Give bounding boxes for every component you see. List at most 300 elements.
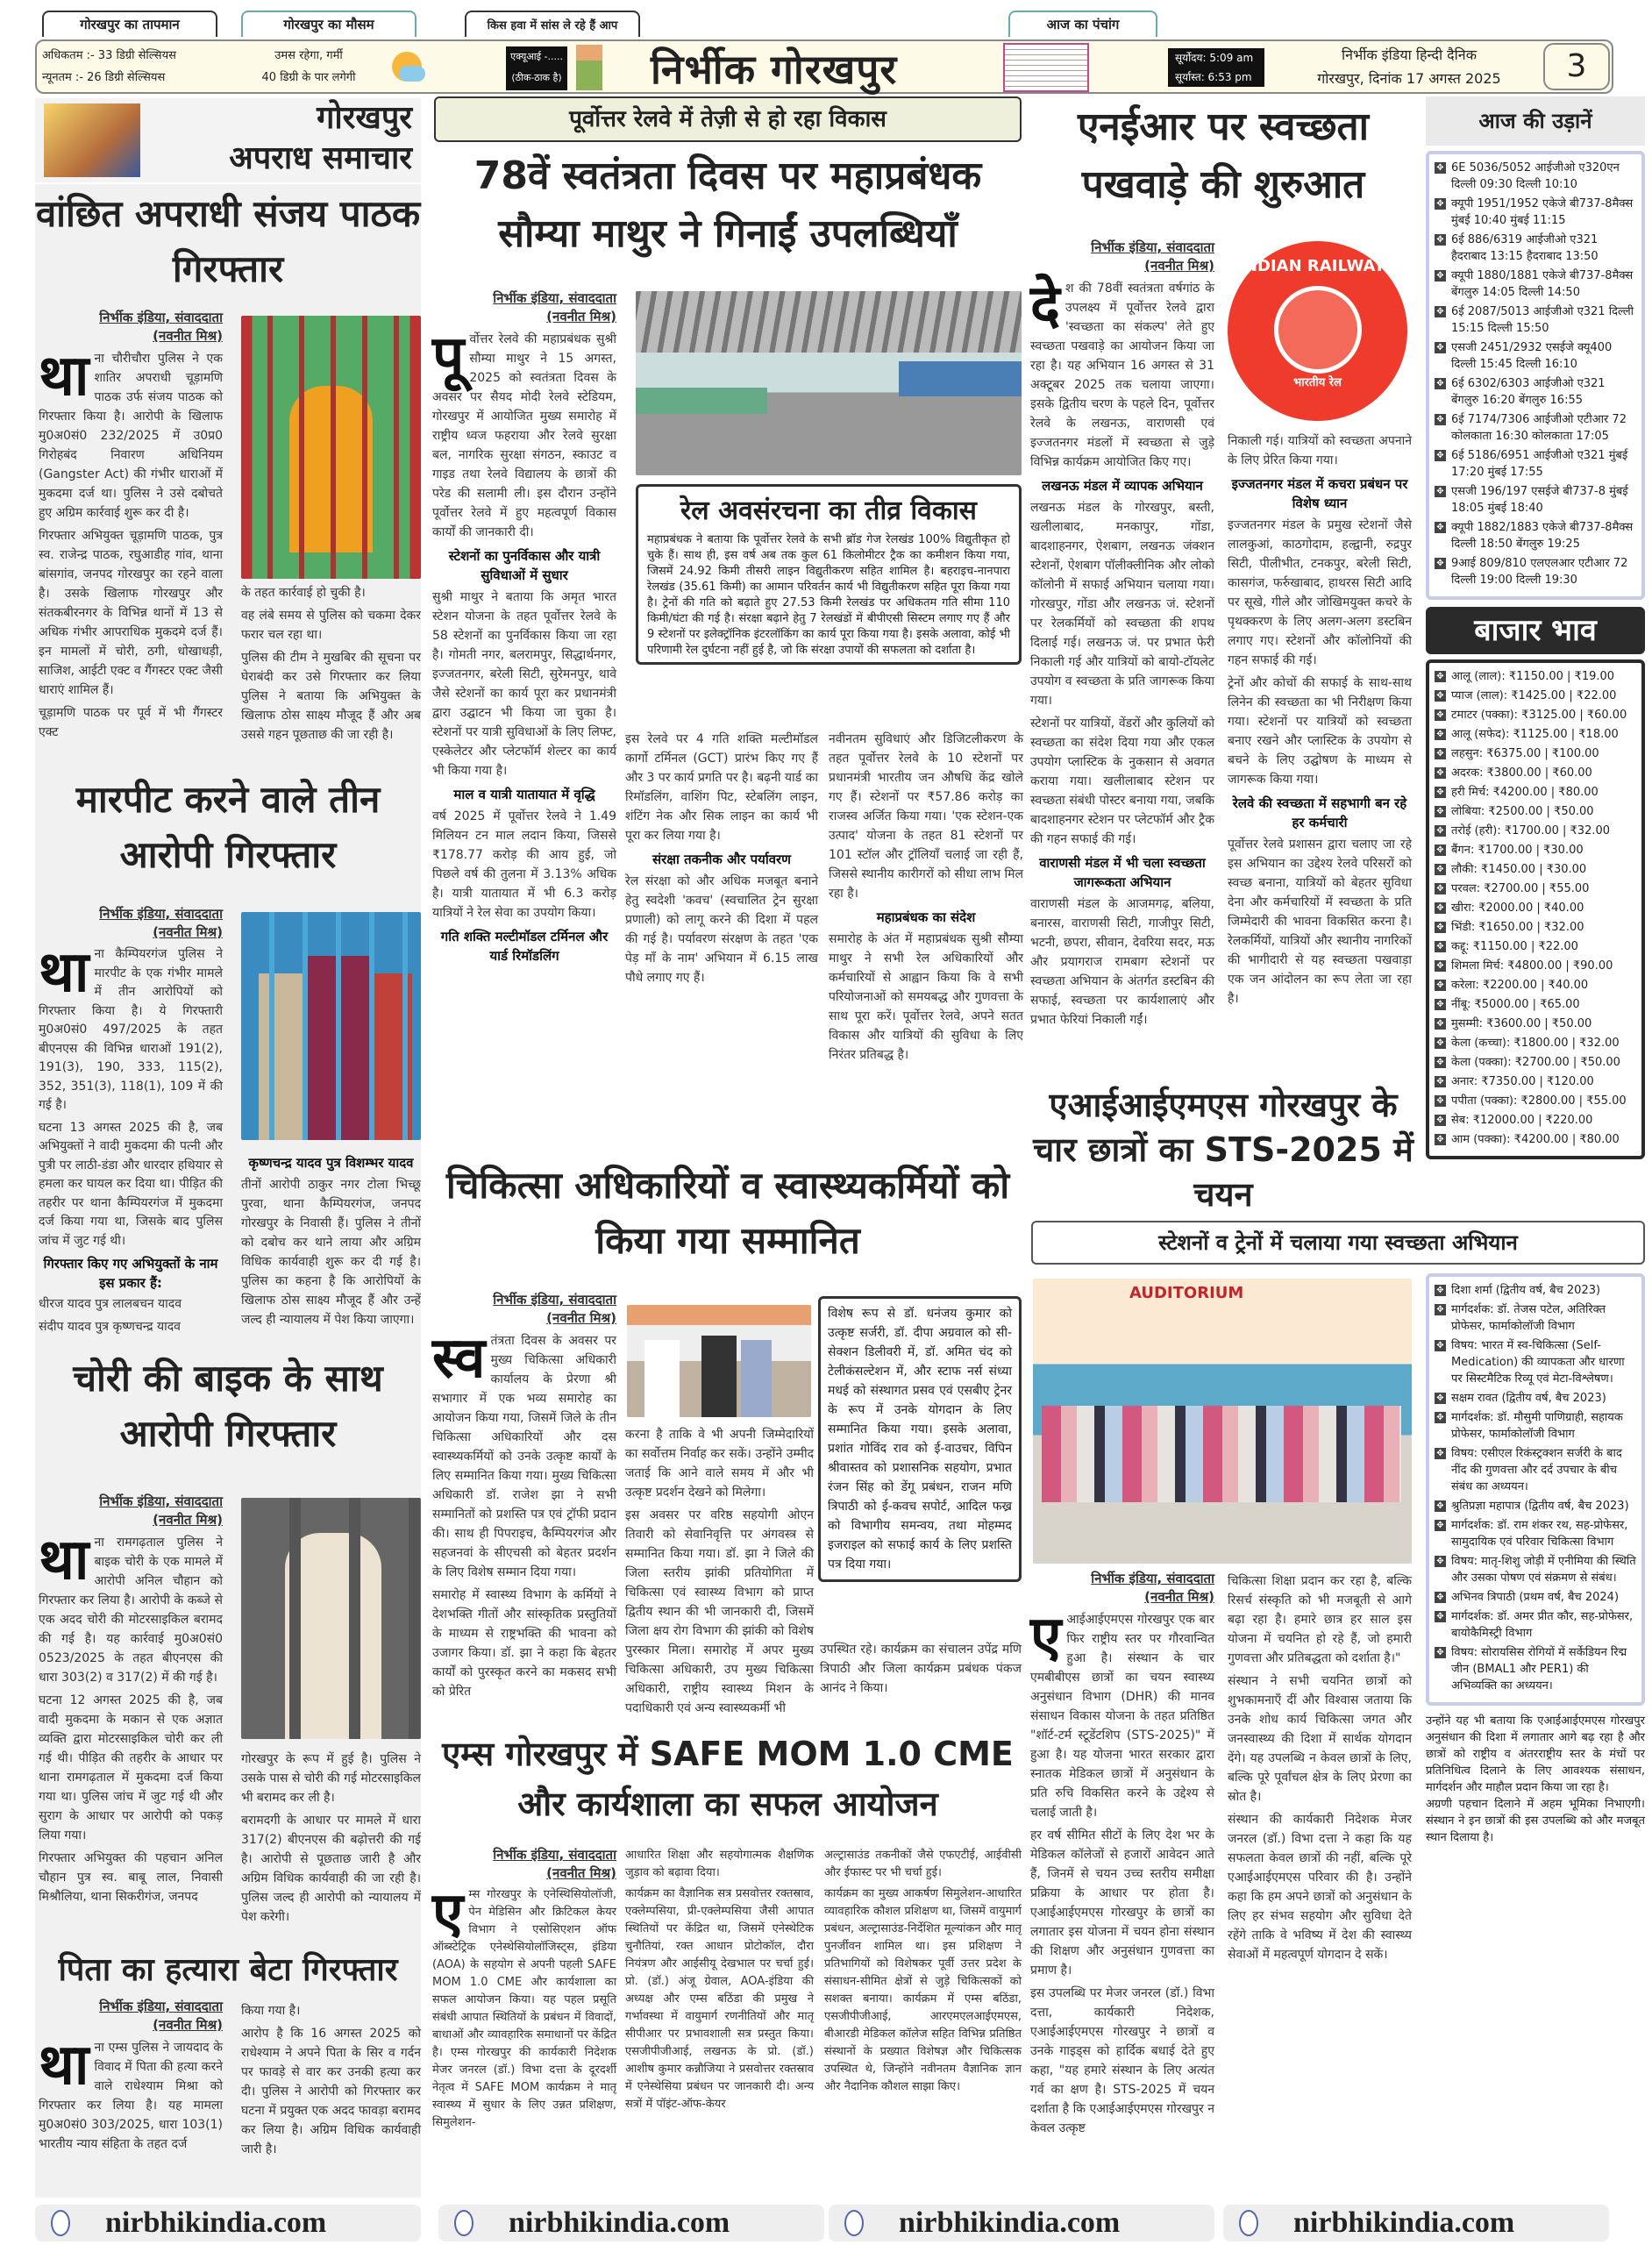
list-item	[1435, 1131, 1636, 1148]
article-column	[1228, 1572, 1412, 1968]
list-item	[1435, 232, 1636, 265]
byline: निर्भीक इंडिया, संवाददाता	[493, 1292, 616, 1308]
list-item	[1435, 996, 1636, 1013]
bullet-icon: ✥	[1435, 1611, 1446, 1622]
paragraph: नवीनतम सुविधाएं और डिजिटलीकरण के तहत पूर्वोत्तर रेलवे के 10 स्टेशनों पर प्रधानमंत्री भारतीय जन औषधि केंद्र खोले गए हैं। स्टेशनों पर ₹57.86 करोड़ का राजस्व अर्जित किया गया। 'एक स्टेशन-एक उत्पाद' योजना के तहत 81 स्टेशनों पर 101 स्टॉल और ट्रॉलियाँ चलाई जा रही हैं, जिससे स्थानीय कारीगरों को सीधा लाभ मिल रहा है।	[829, 732, 1024, 901]
footer-website[interactable]	[829, 2205, 1214, 2241]
paragraph: गिरफ्तार अभियुक्त की पहचान अनिल चौहान पुत्र स्व. बाबू लाल, निवासी मिश्रौलिया, थाना सिकरीगंज, जनपद	[39, 1851, 223, 1904]
list-item-text: केला (पक्का): ₹2700.00 | ₹50.00	[1451, 1056, 1620, 1069]
weather-label: गोरखपुर का मौसम	[241, 11, 417, 37]
list-item-text: विषय: मातृ-शिशु जोड़ी में एनीमिया की स्थिति और उसका पोषण एवं संक्रमण से संबंध।	[1451, 1555, 1636, 1585]
list-item-text: क्यूपी 1882/1883 एकेजे बी737-8मैक्स दिल्ली 18:50 बेंगलुरु 19:25	[1451, 521, 1634, 551]
paragraph: पूर्वोत्तर रेलवे प्रशासन द्वारा चलाए जा रहे इस अभियान का उद्देश्य रेलवे परिसरों को स्वच्छ बनाना, यात्रियों को बेहतर सुविधा देना और कर्मचारियों में स्वच्छता के प्रति जिम्मेदारी की भावना विकसित करना है। रेलकर्मियों, यात्रियों और स्थानीय नागरिकों की भागीदारी से यह स्वच्छता पखवाड़ा एक जन आंदोलन का रूप लेता जा रहा है।	[1228, 837, 1412, 1006]
dropcap: पू	[432, 324, 465, 389]
bullet-icon: ✥	[1435, 1018, 1446, 1030]
list-item-text: पपीता (पक्का): ₹2800.00 | ₹55.00	[1451, 1094, 1627, 1108]
masthead-title: निर्भीक गोरखपुर	[651, 46, 898, 93]
bullet-icon: ✥	[1435, 1134, 1446, 1145]
list-item	[1435, 1553, 1636, 1586]
bullet-icon: ✥	[1435, 1304, 1446, 1315]
list-item	[1435, 1409, 1636, 1443]
paragraph: अल्ट्रासाउंड तकनीकों जैसे एफएटीई, आईवीसी और ईफास्ट पर भी चर्चा हुई।	[824, 1849, 1022, 1879]
article-column	[824, 1847, 1022, 2099]
bullet-icon: ✥	[1435, 1076, 1446, 1087]
list-item-text: सक्षम रावत (द्वितीय वर्ष, बैच 2023)	[1451, 1392, 1606, 1405]
list-item	[1435, 1644, 1636, 1694]
byline-author: (नवनीत मिश्र)	[1144, 1589, 1214, 1605]
section-title-line: अपराध समाचार	[229, 140, 412, 176]
byline: निर्भीक इंडिया, संवाददाता	[99, 310, 223, 325]
byline-author: (नवनीत मिश्र)	[546, 309, 616, 324]
list-item-text: परवल: ₹2700.00 | ₹55.00	[1451, 882, 1590, 895]
list-item-text: विषय: एसीएल रिकंस्ट्रक्शन सर्जरी के बाद नींद की गुणवत्ता और दर्द उपचार के बीच संबंध का अध्ययन।	[1451, 1447, 1622, 1493]
press-logo-icon	[844, 2210, 864, 2236]
list-item-text: 6ई 886/6319 आईजीओ ए321 हैदराबाद 13:15 हैदराबाद 13:50	[1451, 233, 1599, 263]
article-column	[625, 1847, 814, 2117]
article-column	[1030, 1570, 1214, 2142]
list-item	[1435, 339, 1636, 373]
list-item	[1435, 823, 1636, 839]
bullet-icon: ✥	[1435, 1037, 1446, 1049]
paragraph: ट्रेनों और कोचों की सफाई के साथ-साथ लिनेन की स्वच्छता का भी निरीक्षण किया गया। स्टेशनों पर यात्रियों को स्वच्छता बनाए रखने और प्लास्टिक के उपयोग से बचने के लिए उद्घोषण के माध्यम से जागरूक किया गया।	[1228, 676, 1412, 787]
byline-author: (नवनीत मिश्र)	[153, 1512, 223, 1528]
headline: पिता का हत्यारा बेटा गिरफ्तार	[58, 1952, 398, 1988]
market-rates-list	[1426, 659, 1645, 1159]
bullet-icon: ✥	[1435, 486, 1446, 497]
list-item-text: आम (पक्का): ₹4200.00 | ₹80.00	[1451, 1133, 1620, 1146]
subheading: लखनऊ मंडल में व्यापक अभियान	[1042, 478, 1203, 494]
paragraph: निकाली गई। यात्रियों को स्वच्छता अपनाने के लिए प्रेरित किया गया।	[1228, 434, 1412, 467]
list-item	[1435, 411, 1636, 445]
list-item-text: आलू (लाल): ₹1150.00 | ₹19.00	[1451, 670, 1615, 683]
accused-photo	[241, 912, 421, 1140]
list-item	[1435, 1073, 1636, 1090]
railway-platform-photo	[636, 291, 1022, 475]
bullet-icon: ✥	[1435, 198, 1446, 210]
list-item	[1435, 977, 1636, 994]
list-item-text: अभिनव त्रिपाठी (प्रथम वर्ष, बैच 2024)	[1451, 1591, 1620, 1604]
list-item	[1435, 880, 1636, 897]
list-item	[1435, 1390, 1636, 1407]
paragraph: वाराणसी मंडल के आजमगढ़, बलिया, बनारस, वाराणसी सिटी, गाजीपुर सिटी, भटनी, छपरा, सीवान, देवरिया सदर, मऊ और प्रयागराज रामबाग स्टेशनों पर स्वच्छता अभियान के अंतर्गत डस्टबिन की सफाई, स्वच्छता पर कार्यशालाएं और प्रभात फेरियां निकाली गईं।	[1030, 897, 1214, 1027]
aqi-status: (ठीक-ठाक है)	[511, 72, 562, 83]
list-item-text: मुसम्मी: ₹3600.00 | ₹50.00	[1451, 1017, 1592, 1030]
subheading: गिरफ्तार किए गए अभियुक्तों के नाम इस प्रकार हैं:	[43, 1256, 218, 1291]
list-item-text: 6ई 2087/5013 आईजीओ ए321 दिल्ली 15:15 दिल्ली 15:50	[1451, 305, 1634, 335]
list-item-text: प्याज (लाल): ₹1425.00 | ₹22.00	[1451, 689, 1617, 702]
paragraph: के तहत कार्रवाई हो चुकी है।	[241, 586, 366, 600]
paragraph: ना रामगढ़ताल पुलिस ने बाइक चोरी के एक मामले में आरोपी अनिल चौहान को गिरफ्तार कर लिया है। आरोपी के कब्जे से एक अदद चोरी की मोटरसाइकिल बरामद की गई है। यह कार्रवाई मु0अ0सं0 0523/2025 के तहत बीएनएस की धारा 303(2) व 317(2) में की गई है।	[39, 1536, 223, 1685]
list-item-text: आलू (सफेद): ₹1125.00 | ₹18.00	[1451, 728, 1619, 741]
list-item	[1435, 726, 1636, 743]
headline: चिकित्सा अधिकारियों व स्वास्थ्यकर्मियों को किया गया सम्मानित	[445, 1164, 1010, 1262]
max-temp: अधिकतम :- 33 डिग्री सेल्सियस	[42, 49, 176, 62]
paragraph: समारोह में स्वास्थ्य विभाग के कर्मियों ने देशभक्ति गीतों और सांस्कृतिक प्रस्तुतियों के माध्यम से राष्ट्रभक्ति की भावना को उजागर किया। डॉ. झा ने कहा कि बेहतर कार्यों को पुरस्कृत करने का मकसद सभी को प्रेरित	[432, 1588, 616, 1699]
byline-author: (नवनीत मिश्र)	[153, 2017, 223, 2033]
byline: निर्भीक इंडिया, संवाददाता	[99, 906, 223, 922]
paragraph: अग्रणी पहचान दिलाने में अहम भूमिका निभाएगी। संस्थान ने इन छात्रों की इस उपलब्धि को और मजबूत स्थान दिलाया है।	[1426, 1798, 1645, 1844]
bullet-icon: ✥	[1435, 1520, 1446, 1531]
paragraph: चूड़ामणि पाठक पर पूर्व में भी गैंगस्टर एक्ट	[39, 706, 223, 739]
list-item-text: मार्गदर्शक: डॉ. मौसुमी पाणिग्राही, सहायक प्रोफेसर, फार्माकोलॉजी विभाग	[1451, 1411, 1623, 1441]
paragraph: संदीप यादव पुत्र कृष्णचन्द्र यादव	[39, 1319, 181, 1334]
list-item-text: क्यूपी 1880/1881 एकेजे बी737-8मैक्स बेंगलुरु 14:05 दिल्ली 14:50	[1451, 269, 1634, 299]
press-logo-icon	[1239, 2210, 1258, 2236]
air-quality-label: किस हवा में सांस ले रहे हैं आप	[465, 11, 640, 37]
rail-infra-box	[636, 484, 1022, 665]
paragraph: किया गया है।	[241, 2004, 301, 2018]
weather-line: 40 डिग्री के पार लगेगी	[261, 71, 356, 84]
subheading: रेलवे की स्वच्छता में सहभागी बन रहे हर कर्मचारी	[1232, 795, 1407, 830]
bullet-icon: ✥	[1435, 1647, 1446, 1658]
bullet-icon: ✥	[1435, 980, 1446, 991]
paragraph: कार्यक्रम का मुख्य आकर्षण सिमुलेशन-आधारित व्यावहारिक कौशल प्रशिक्षण था, जिसमें वायुमार्ग प्रबंधन, अल्ट्रासाउंड-निर्देशित मूल्यांकन और मातृ पुनर्जीवन शामिल था। इस प्रशिक्षण ने प्रतिभागियों को विशेषकर पूर्वी उत्तर प्रदेश के संसाधन-सीमित क्षेत्रों से जुड़े चिकित्सकों को सशक्त बनाया। कार्यक्रम में एम्स बठिंडा, एसजीपीजीआई, आरएमएलआईएमएस, बीआरडी मेडिकल कॉलेज सहित विभिन्न प्रतिष्ठित संस्थानों के प्रख्यात विशेषज्ञ और चिकित्सक उपस्थित थे, जिन्होंने नवीनतम वैज्ञानिक ज्ञान और नैदानिक कौशल साझा किए।	[824, 1887, 1022, 2093]
masthead-band	[35, 39, 1613, 94]
byline: निर्भीक इंडिया, संवाददाता	[99, 1999, 223, 2014]
list-item	[1435, 447, 1636, 481]
bullet-icon: ✥	[1435, 864, 1446, 875]
bullet-icon: ✥	[1435, 342, 1446, 353]
article-column	[625, 1425, 814, 1721]
paragraph: उपस्थित रहे। कार्यक्रम का संचालन उपेंद्र मणि त्रिपाठी और जिला कार्यक्रम प्रबंधक पंकज आनंद ने किया।	[820, 1643, 1022, 1695]
subheading: गति शक्ति मल्टीमॉडल टर्मिनल और यार्ड रिमॉडलिंग	[440, 929, 609, 964]
temperature-label: गोरखपुर का तापमान	[42, 11, 217, 37]
list-item-text: श्रुतिप्रज्ञा महापात्र (द्वितीय वर्ष, बैच 2023)	[1451, 1500, 1629, 1513]
accused-photo	[241, 316, 421, 579]
byline: निर्भीक इंडिया, संवाददाता	[493, 290, 616, 306]
list-item	[1435, 1035, 1636, 1051]
list-item	[1435, 668, 1636, 685]
list-item-text: टमाटर (पक्का): ₹3125.00 | ₹60.00	[1451, 709, 1627, 722]
bullet-icon: ✥	[1435, 1556, 1446, 1567]
list-item	[1435, 1301, 1636, 1335]
bullet-icon: ✥	[1435, 806, 1446, 817]
byline: निर्भीक इंडिया, संवाददाता	[493, 1847, 616, 1863]
article-column	[432, 1846, 616, 2135]
min-temp: न्यूनतम :- 26 डिग्री सेल्सियस	[42, 71, 166, 84]
bullet-icon: ✥	[1435, 960, 1446, 972]
list-item-text: कद्दू: ₹1150.00 | ₹22.00	[1451, 940, 1578, 953]
paragraph: उन्होंने यह भी बताया कि एआईआईएमएस गोरखपुर अनुसंधान की दिशा में लगातार आगे बढ़ रहा है और छात्रों को राष्ट्रीय व अंतरराष्ट्रीय स्तर के मंचों पर प्रतिनिधित्व दिलाने के लिए आवश्यक संसाधन, मार्गदर्शन और माहौल प्रदान किया जा रहा है।	[1426, 1714, 1645, 1794]
byline: निर्भीक इंडिया, संवाददाता	[1091, 1571, 1214, 1586]
list-item-text: 6E 5036/5052 आईजीओ ए320एन दिल्ली 09:30 दिल्ली 10:10	[1451, 161, 1620, 191]
bullet-icon: ✥	[1435, 306, 1446, 317]
dropcap: स्व	[432, 1326, 486, 1391]
dropcap: ए	[432, 1881, 464, 1946]
press-logo-icon	[454, 2210, 474, 2236]
headline: एनईआर पर स्वच्छता पखवाड़े की शुरुआत	[1077, 104, 1370, 207]
list-item-text: सेब: ₹12000.00 | ₹220.00	[1451, 1114, 1593, 1127]
subheading: माल व यात्री यातायात में वृद्धि	[453, 787, 595, 802]
flights-list	[1426, 151, 1645, 600]
list-item-text: दिशा शर्मा (द्वितीय वर्ष, बैच 2023)	[1451, 1284, 1601, 1297]
footer-website[interactable]	[35, 2205, 421, 2241]
article-column	[39, 1998, 223, 2157]
headline: वांछित अपराधी संजय पाठक गिरफ्तार	[35, 192, 421, 290]
sun-timings	[1168, 48, 1264, 87]
list-item-text: मार्गदर्शक: डॉ. अमर प्रीत कौर, सह-प्रोफेसर, बायोकैमिस्ट्री विभाग	[1451, 1610, 1634, 1640]
paragraph: कार्यक्रम का वैज्ञानिक सत्र प्रसवोत्तर रक्तस्राव, एक्लेम्पसिया, प्री-एक्लेम्पसिया जैसी आपात स्थितियों पर केंद्रित था, जिसमें एनेस्थेटिक चुनौतियां, रक्त आधान प्रोटोकॉल, दौरा नियंत्रण और आईसीयू देखभाल पर चर्चा हुई। प्रो. (डॉ.) अंजू ग्रेवाल, AOA-इंडिया की अध्यक्ष और एम्स बठिंडा की प्रमुख ने गर्भावस्था में वायुमार्ग रणनीतियों और मातृ सीपीआर पर प्रभावशाली सत्र प्रस्तुत किया। एसजीपीजीआई, लखनऊ के प्रो. (डॉ.) आशीष कुमार कन्नौजिया ने प्रसवोत्तर रक्तस्राव में एनेस्थेसिया प्रबंधन पर जानकारी दी। अन्य सत्रों में पॉइंट-ऑफ-केयर	[625, 1887, 814, 2111]
paragraph: ना एम्स पुलिस ने जायदाद के विवाद में पिता की हत्या करने वाले राधेश्याम मिश्रा को गिरफ्तार कर लिया है। यह मामला मु0अ0सं0 303/2025, धारा 103(1) भारतीय न्याय संहिता के तहत दर्ज	[39, 2041, 223, 2151]
bullet-icon: ✥	[1435, 450, 1446, 461]
paragraph: आईआईएमएस गोरखपुर एक बार फिर राष्ट्रीय स्तर पर गौरवान्वित हुआ है। संस्थान के चार एमबीबीएस छात्रों का चयन स्वास्थ्य अनुसंधान विभाग (DHR) की मानव संसाधन विकास योजना के तहत प्रतिष्ठित "शॉर्ट-टर्म स्टूडेंटशिप (STS-2025)" में हुआ है। यह योजना भारत सरकार द्वारा स्नातक मेडिकल छात्रों में अनुसंधान के प्रति रुचि विकसित करने के उद्देश्य से चलाई जाती है।	[1030, 1613, 1214, 1820]
paper-name: निर्भीक इंडिया हिन्दी दैनिक	[1342, 46, 1477, 63]
bullet-icon: ✥	[1435, 767, 1446, 779]
sunrise-time: सूर्योदय: 5:09 am	[1175, 52, 1254, 64]
byline-author: (नवनीत मिश्र)	[546, 1310, 616, 1326]
paragraph: लखनऊ मंडल के गोरखपुर, बस्ती, खलीलाबाद, मनकापुर, गोंडा, बादशाहनगर, ऐशबाग, लखनऊ जंक्शन स्टेशनों, ऐशबाग पॉलीक्लीनिक और लोको कॉलोनी में सफाई अभियान चलाया गया। गोरखपुर, गोंडा और लखनऊ जं. स्टेशनों पर रेलकर्मियों को स्वच्छता की शपथ दिलाई गई। लखनऊ जं. पर प्रभात फेरी निकाली गई और यात्रियों को बायो-टॉयलेट उपयोग व स्वच्छता के प्रति जागरूक किया गया।	[1030, 501, 1214, 708]
list-item	[1435, 938, 1636, 955]
website-url[interactable]: nirbhikindia.com	[105, 2206, 327, 2239]
far-right-top-stack	[1426, 96, 1645, 1166]
bullet-icon: ✥	[1435, 883, 1446, 894]
list-item-text: मार्गदर्शक: डॉ. तेजस पटेल, अतिरिक्त प्रोफेसर, फार्माकोलॉजी विभाग	[1451, 1303, 1606, 1333]
paragraph: समारोह के अंत में महाप्रबंधक सुश्री सौम्या माथुर ने सभी रेल अधिकारियों और कर्मचारियों से आह्वान किया कि वे सभी परियोजनाओं को समयबद्ध और गुणवत्ता के साथ पूरा करें। पूर्वोत्तर रेलवे, अपने सतत विकास और यात्रियों की सुविधा के लिए निरंतर प्रतिबद्ध है।	[829, 932, 1023, 1062]
paragraph: ना कैम्पियरगंज पुलिस ने मारपीट के एक गंभीर मामले में तीन आरोपियों को गिरफ्तार किया है। ये गिरफ्तारी मु0अ0सं0 497/2025 के तहत बीएनएस की विभिन्न धाराओं 191(2), 191(3), 190, 333, 115(2), 352, 351(3), 118(1), 109 में की गई है।	[39, 947, 223, 1112]
dropcap: था	[39, 2033, 89, 2098]
dateline: गोरखपुर, दिनांक 17 अगस्त 2025	[1317, 70, 1501, 87]
list-item	[1435, 196, 1636, 229]
list-item-text: क्यूपी 1951/1952 एकेजे बी737-8मैक्स मुंबई 10:40 मुंबई 11:15	[1451, 197, 1634, 227]
flights-title: आज की उड़ानें	[1426, 96, 1645, 146]
bullet-icon: ✥	[1435, 825, 1446, 837]
aiims-group-photo	[1033, 1279, 1412, 1564]
market-rates-title: बाजार भाव	[1426, 607, 1645, 654]
paragraph: इस रेलवे पर 4 गति शक्ति मल्टीमॉडल कार्गो टर्मिनल (GCT) प्रारंभ किए गए हैं और 3 पर कार्य प्रगति पर है। बढ़नी यार्ड का रिमॉडलिंग, वाशिंग पिट, स्टेबलिंग लाइन, शंटिंग नेक और सिक लाइन का कार्य भी पूरा कर लिया गया है।	[625, 732, 818, 843]
list-item	[1435, 555, 1636, 588]
subheading: कृष्णचन्द्र यादव पुत्र विशम्भर यादव	[248, 1155, 414, 1171]
logo-text: INDIAN RAILWAYS	[1238, 257, 1397, 275]
bullet-icon: ✥	[1435, 1115, 1446, 1126]
website-url[interactable]: nirbhikindia.com	[899, 2206, 1121, 2239]
panchang-box	[1003, 43, 1089, 92]
footer-website[interactable]	[1223, 2205, 1609, 2241]
bullet-icon: ✥	[1435, 999, 1446, 1010]
paragraph: गिरफ्तार अभियुक्त चूड़ामणि पाठक, पुत्र स्व. राजेन्द्र पाठक, रघुआडीह गांव, थाना बांसगांव, जनपद गोरखपुर का रहने वाला है। उसके खिलाफ गोरखपुर और संतकबीरनगर के विभिन्न थानों में 13 से अधिक गंभीर आपराधिक मुकदमे दर्ज हैं। इन मामलों में चोरी, ठगी, धोखाधड़ी, साजिश, आईटी एक्ट व गैंगस्टर एक्ट जैसी धाराएं शामिल हैं।	[39, 529, 223, 697]
article-column	[1426, 1713, 1645, 1796]
article-column	[39, 1493, 223, 1910]
bullet-icon: ✥	[1435, 234, 1446, 246]
list-item-text: 6ई 5186/6951 आईजीओ ए321 मुंबई 17:20 मुंबई 17:55	[1451, 449, 1628, 479]
article-column	[820, 1640, 1022, 1701]
article-column	[39, 905, 223, 1340]
dropcap: था	[39, 1528, 89, 1593]
list-item-text: एसजी 196/197 एसईजे बी737-8 मुंबई 18:05 मुंबई 18:40	[1451, 485, 1628, 515]
list-item	[1435, 160, 1636, 193]
bullet-icon: ✥	[1435, 378, 1446, 389]
paragraph: सुश्री माथुर ने बताया कि अमृत भारत स्टेशन योजना के तहत पूर्वोत्तर रेलवे के 58 स्टेशनों का पुनर्विकास किया जा रहा है। गोमती नगर, बलरामपुर, सिद्धार्थनगर, इज्जतनगर, बरेली सिटी, सुरेमनपुर, थावे जैसे स्टेशनों का कार्य पूरा कर प्रधानमंत्री द्वारा उद्घाटन भी किया जा चुका है। स्टेशनों पर यात्री सुविधाओं के लिए लिफ्ट, एस्केलेटर और प्लेटफॉर्म शेल्टर का कार्य भी किया गया है।	[432, 590, 616, 778]
paragraph: आधारित शिक्षा और सहयोगात्मक शैक्षणिक जुड़ाव को बढ़ावा दिया।	[625, 1849, 814, 1879]
list-item	[1435, 919, 1636, 936]
paragraph: म्स गोरखपुर के एनेस्थिसियोलॉजी, पेन मेडिसिन और क्रिटिकल केयर विभाग ने एसोसिएशन ऑफ ऑब्स्टेट्रिक एनेस्थेसियोलॉजिस्ट्स, इंडिया (AOA) के सहयोग से अपनी पहली SAFE MOM 1.0 CME और कार्यशाला का सफल आयोजन किया। यह पहल प्रसूति संबंधी आपात स्थितियों के प्रबंधन में विवादों, बाधाओं और व्यावहारिक समाधानों पर केंद्रित है। एम्स गोरखपुर की कार्यकारी निदेशक मेजर जनरल (डॉ.) विभा दत्ता के दूरदर्शी नेतृत्व में SAFE MOM कार्यक्रम ने मातृ स्वास्थ्य में सुधार के लिए उन्नत प्रशिक्षण, सिमुलेशन-	[432, 1888, 616, 2129]
page-number: 3	[1543, 43, 1610, 90]
press-logo-icon	[51, 2210, 70, 2236]
mask-person-icon	[576, 45, 602, 90]
bullet-icon: ✥	[1435, 270, 1446, 282]
paragraph: ना चौरीचौरा पुलिस ने एक शातिर अपराधी चूड़ामणि पाठक उर्फ संजय पाठक को गिरफ्तार किया है। आरोपी के खिलाफ मु0अ0सं0 232/2025 में उ0प्र0 गिरोहबंद निवारण अधिनियम (Gangster Act) की गंभीर धाराओं में मुकदमा दर्ज था। पुलिस ने उसे दबोचते हुए अग्रिम कार्रवाई शुरू कर दी है।	[39, 352, 223, 520]
panchang-label: आज का पंचांग	[1008, 11, 1157, 37]
bullet-icon: ✥	[1435, 748, 1446, 759]
award-ceremony-photo	[627, 1305, 811, 1417]
website-url[interactable]: nirbhikindia.com	[509, 2206, 730, 2239]
kicker: पूर्वोत्तर रेलवे में तेज़ी से हो रहा विकास	[434, 96, 1022, 142]
paragraph: पुलिस की टीम ने मुखबिर की सूचना पर घेराबंदी कर उसे गिरफ्तार कर लिया पुलिस ने बताया कि अभियुक्त के खिलाफ ठोस साक्ष्य मौजूद हैं और अब उससे गहन पूछताछ की जा रही है।	[241, 651, 421, 742]
headline: मारपीट करने वाले तीन आरोपी गिरफ्तार	[75, 778, 381, 876]
list-item-text: करेला: ₹2200.00 | ₹40.00	[1451, 979, 1589, 992]
list-item-text: 9आई 809/810 एलएलआर एटीआर 72 दिल्ली 19:00 दिल्ली 19:30	[1451, 557, 1628, 587]
list-item-text: हरी मिर्च: ₹4200.00 | ₹80.00	[1451, 786, 1599, 799]
list-item	[1435, 803, 1636, 820]
paragraph: संस्थान ने सभी चयनित छात्रों को शुभकामनाएँ दीं और विश्वास जताया कि उनके शोध कार्य चिकित्सा जगत और जनस्वास्थ्य की दिशा में सार्थक योगदान देंगे। यह उपलब्धि न केवल छात्रों के लिए, बल्कि पूरे पूर्वांचल क्षेत्र के लिए प्रेरणा का स्रोत है।	[1228, 1674, 1412, 1804]
article-column	[241, 2001, 421, 2163]
paragraph: चिकित्सा शिक्षा प्रदान कर रहा है, बल्कि रिसर्च संस्कृति को भी मजबूती से आगे बढ़ा रहा है। हमारे छात्र हर साल इस योजना में चयनित हो रहे हैं, जो हमारी गुणवत्ता और प्रतिबद्धता को दर्शाता है।"	[1228, 1574, 1412, 1665]
list-item	[1435, 707, 1636, 723]
headline: 78वें स्वतंत्रता दिवस पर महाप्रबंधक सौम्या माथुर ने गिनाईं उपलब्धियाँ	[474, 153, 982, 256]
bullet-icon: ✥	[1435, 787, 1446, 798]
list-item-text: नींबू: ₹5000.00 | ₹65.00	[1451, 998, 1580, 1011]
subheading: संरक्षा तकनीक और पर्यावरण	[652, 852, 791, 867]
paragraph: तंत्रता दिवस के अवसर पर मुख्य चिकित्सा अधिकारी कार्यालय के प्रेरणा श्री सभागार में एक भव्य समारोह का आयोजन किया गया, जिसमें जिले के तीन चिकित्सा अधिकारियों और दस स्वास्थ्यकर्मियों को उनके उत्कृष्ट कार्यों के लिए सम्मानित किया गया। मुख्य चिकित्सा अधिकारी डॉ. राजेश झा ने सभी सम्मानितों को प्रशस्ति पत्र एवं ट्रॉफी प्रदान की। साथ ही पिपराइच, कैम्पियरगंज और सहजनवां के सीएचसी को बेहतर प्रदर्शन के लिए विशेष सम्मान दिया गया।	[432, 1334, 616, 1579]
list-item	[1435, 267, 1636, 301]
list-item-text: 6ई 7174/7306 आईजीओ एटीआर 72 कोलकाता 16:30 कोलकाता 17:05	[1451, 413, 1627, 443]
bullet-icon: ✥	[1435, 1448, 1446, 1459]
article-column	[1228, 431, 1412, 1012]
byline-author: (नवनीत मिश्र)	[1144, 258, 1214, 274]
paragraph: वर्ष 2025 में पूर्वोत्तर रेलवे ने 1.49 मिलियन टन माल लदान किया, जिससे ₹178.77 करोड़ की आय हुई, जो पिछले वर्ष की तुलना में 3.13% अधिक है। यात्री यातायात में भी 6.3 करोड़ यात्रियों ने रेल सेवा का उपयोग किया।	[432, 809, 616, 920]
list-item	[1435, 900, 1636, 916]
list-item-text: मार्गदर्शक: डॉ. राम शंकर रथ, सह-प्रोफेसर, सामुदायिक एवं परिवार चिकित्सा विभाग	[1451, 1519, 1628, 1549]
list-item	[1435, 303, 1636, 337]
paragraph: आरोप है कि 16 अगस्त 2025 को राधेश्याम ने अपने पिता के सिर व गर्दन पर फावड़े से वार कर उनकी हत्या कर दी। पुलिस ने आरोपी को गिरफ्तार कर घटना में प्रयुक्त एक अदद फावड़ा बरामद कर लिया है। अग्रिम विधिक कार्यवाही जारी है।	[241, 2027, 421, 2156]
list-item-text: शिमला मिर्च: ₹4800.00 | ₹90.00	[1451, 959, 1613, 973]
list-item-text: अदरक: ₹3800.00 | ₹60.00	[1451, 766, 1592, 780]
list-item-text: केला (कच्चा): ₹1800.00 | ₹32.00	[1451, 1037, 1620, 1050]
list-item	[1435, 1093, 1636, 1109]
list-item-text: विषय: सोरायसिस रोगियों में सर्केडियन रिद्म जीन (BMAL1 और PER1) की अभिव्यक्ति का अध्ययन।	[1451, 1646, 1627, 1693]
weather-forecast	[230, 45, 388, 89]
bullet-icon: ✥	[1435, 1393, 1446, 1404]
temperature-readout	[42, 45, 176, 89]
list-item-text: विषय: भारत में स्व-चिकित्सा (Self-Medication) की व्यापकता और धारणा पर सिस्टमैटिक रिव्यू एवं मेटा-विश्लेषण।	[1451, 1339, 1625, 1386]
article-column	[241, 1149, 421, 1333]
students-list	[1426, 1273, 1645, 1706]
website-url[interactable]: nirbhikindia.com	[1293, 2206, 1515, 2239]
paragraph: धीरज यादव पुत्र लालबचन यादव	[39, 1297, 182, 1311]
headline: चोरी की बाइक के साथ आरोपी गिरफ्तार	[73, 1357, 383, 1455]
awardees-box: विशेष रूप से डॉ. धनंजय कुमार को उत्कृष्ट सर्जरी, डॉ. दीपा अग्रवाल को सी-सेक्शन डिलीवरी में, डॉ. अमित चंद को टेलीकंसल्टेशन में, और स्टाफ नर्स संध्या मधई को संस्थागत प्रसव एवं एसबीए ट्रेनर के रूप में उनके योगदान के लिए सम्मानित किया गया। इसके अलावा, प्रशांत गोविंद राव को ई-वाउचर, विपिन श्रीवास्तव को प्रशासनिक सहयोग, प्रभात रंजन सिंह को डेंगू प्रबंधन, राजन मणि त्रिपाठी को ई-कवच सपोर्ट, आदिल फख्र को विभागीय समन्वय, तथा मोहम्मद इजराइल को सफाई कार्य के लिए प्रशस्ति पत्र दिया गया।	[818, 1296, 1022, 1582]
list-item	[1435, 765, 1636, 781]
list-item-text: तरोई (हरी): ₹1700.00 | ₹32.00	[1451, 824, 1611, 837]
list-item-text: लहसुन: ₹6375.00 | ₹100.00	[1451, 747, 1599, 760]
list-item	[1435, 1498, 1636, 1514]
paper-info	[1291, 43, 1527, 90]
bullet-icon: ✥	[1435, 1285, 1446, 1296]
byline-author: (नवनीत मिश्र)	[153, 328, 223, 344]
paragraph: रेल संरक्षा को और अधिक मजबूत बनाने हेतु स्वदेशी 'कवच' (स्वचालित ट्रेन सुरक्षा प्रणाली) को लागू करने की दिशा में पहल की गई है। पर्यावरण संरक्षण के तहत 'एक पेड़ माँ के नाम' अभियान में 6.15 लाख पौधे लगाए गए हैं।	[625, 874, 818, 985]
bullet-icon: ✥	[1435, 1592, 1446, 1603]
bullet-icon: ✥	[1435, 941, 1446, 952]
paragraph: स्टेशनों पर यात्रियों, वेंडरों और कुलियों को स्वच्छता का संदेश दिया गया और एकल उपयोग प्लास्टिक के नुकसान से अवगत कराया गया। खलीलाबाद स्टेशन पर स्वच्छता संबंधी पोस्टर बनाया गया, जबकि बादशाहनगर स्टेशन पर प्लेटफॉर्म और ट्रैक की गहन सफाई की गई।	[1030, 716, 1214, 846]
dropcap: था	[39, 940, 89, 1005]
auditorium-sign: AUDITORIUM	[1129, 1284, 1244, 1302]
section-title-line: गोरखपुर	[317, 100, 412, 136]
article-column	[1030, 239, 1214, 1033]
footer-website[interactable]	[438, 2205, 824, 2241]
bullet-icon: ✥	[1435, 162, 1446, 174]
list-item	[1435, 861, 1636, 878]
crime-news-banner	[35, 98, 421, 182]
list-item	[1435, 842, 1636, 859]
far-right-bottom-stack	[1426, 1273, 1645, 1846]
subheading: स्टेशनों का पुनर्विकास और यात्री सुविधाओं में सुधार	[448, 548, 601, 583]
list-item	[1435, 1589, 1636, 1606]
byline-author: (नवनीत मिश्र)	[153, 924, 223, 940]
list-item-text: एसजी 2451/2932 एसईजे क्यू400 दिल्ली 15:45 दिल्ली 16:10	[1451, 341, 1613, 371]
paragraph: श की 78वीं स्वतंत्रता वर्षगांठ के उपलक्ष्य में पूर्वोत्तर रेलवे द्वारा 'स्वच्छता का संकल्प' लेते हुए स्वच्छता पखवाड़े का आयोजन किया जा रहा है। यह अभियान 16 अगस्त से 31 अक्टूबर 2025 तक चलाया जाएगा। इसके द्वितीय चरण के पहले दिन, पूर्वोत्तर रेलवे के लखनऊ, वाराणसी एवं इज्जतनगर मंडलों में स्वच्छता से जुड़े विभिन्न कार्यक्रम आयोजित किए गए।	[1030, 282, 1214, 469]
subheading: महाप्रबंधक का संदेश	[876, 909, 976, 925]
list-item	[1435, 784, 1636, 801]
bullet-icon: ✥	[1435, 1412, 1446, 1423]
list-item-text: लौकी: ₹1450.00 | ₹30.00	[1451, 863, 1587, 876]
indian-railways-logo	[1228, 241, 1407, 421]
list-item	[1435, 1112, 1636, 1129]
weather-line: उमस रहेगा, गर्मी	[274, 49, 343, 62]
bullet-icon: ✥	[1435, 1057, 1446, 1068]
accused-photo	[241, 1498, 421, 1739]
byline: निर्भीक इंडिया, संवाददाता	[1091, 239, 1214, 255]
subheading: इज्जतनगर मंडल में कचरा प्रबंधन पर विशेष ध्यान	[1231, 476, 1408, 511]
paragraph: र्वोत्तर रेलवे की महाप्रबंधक सुश्री सौम्या माथुर ने 15 अगस्त, 2025 को स्वतंत्रता दिवस के अवसर पर सैयद मोदी रेलवे स्टेडियम, गोरखपुर में आयोजित मुख्य समारोह में राष्ट्रीय ध्वज फहराया और रेलवे सुरक्षा बल, नागरिक सुरक्षा संगठन, स्काउट व गाइड तथा रेलवे विद्यालय के छात्रों की परेड की सलामी ली। इस दौरान उन्होंने पूर्वोत्तर रेलवे में हुए महत्वपूर्ण विकास कार्यों की जानकारी दी।	[432, 332, 616, 539]
aqi-badge	[506, 46, 567, 90]
section-title	[229, 98, 412, 179]
article-column	[625, 730, 818, 991]
list-item	[1435, 1337, 1636, 1387]
box-text: महाप्रबंधक ने बताया कि पूर्वोत्तर रेलवे के सभी ब्रॉड गेज रेलखंड 100% विद्युतीकृत हो चुके हैं। साथ ही, इस वर्ष अब तक कुल 61 किलोमीटर ट्रैक का कमीशन किया गया, जिसमें 24.92 किमी तीसरी लाइन विद्युतीकरण सहित शामिल है। बहराइच-नानपारा रेलखंड (35.61 किमी) का आमान परिवर्तन कार्य भी विद्युतीकरण सहित पूरा किया गया है। ट्रेनों की गति को बढ़ाते हुए 27.53 किमी रेलखंड पर अधिकतम गति सीमा 110 किमी/घंटा की गई है। संरक्षा बढ़ाने हेतु 7 रेलखंडों में बीपीएसी सिस्टम लगाए गए हैं और 9 स्टेशनों पर इलेक्ट्रॉनिक इंटरलॉकिंग का कार्य पूरा किया गया है। इसके अलावा, कोई भी परिणामी रेल दुर्घटना नहीं हुई है, जो कि संरक्षा उपायों की सफलता को दर्शाता है।	[647, 533, 1010, 657]
list-item	[1435, 1445, 1636, 1495]
list-item-text: खीरा: ₹2000.00 | ₹40.00	[1451, 902, 1584, 915]
list-item	[1435, 745, 1636, 762]
subheading: वाराणसी मंडल में भी चला स्वच्छता जागरूकता अभियान	[1039, 855, 1206, 890]
list-item	[1435, 958, 1636, 974]
dropcap: ए	[1030, 1605, 1062, 1670]
dropcap: दे	[1030, 274, 1060, 339]
paragraph: वह लंबे समय से पुलिस को चकमा देकर फरार चल रहा था।	[241, 609, 421, 642]
list-item	[1435, 1054, 1636, 1071]
list-item-text: अनार: ₹7350.00 | ₹120.00	[1451, 1075, 1594, 1088]
list-item-text: भिंडी: ₹1650.00 | ₹32.00	[1451, 921, 1584, 934]
list-item	[1435, 1282, 1636, 1299]
paragraph: संस्थान की कार्यकारी निदेशक मेजर जनरल (डॉ.) विभा दत्ता ने कहा कि यह सफलता केवल छात्रों की नहीं, बल्कि पूरे एआईआईएमएस परिवार की है। उन्होंने कहा कि हम अपने छात्रों को अनुसंधान के लिए हर संभव सहयोग और सुविधा देते रहेंगे ताकि वे भविष्य में देश की स्वास्थ्य सेवाओं में महत्वपूर्ण योगदान दे सकें।	[1228, 1813, 1412, 1962]
article-column	[432, 289, 616, 968]
police-illustration	[44, 103, 140, 177]
article-column	[1426, 1796, 1645, 1846]
bullet-icon: ✥	[1435, 922, 1446, 933]
bullet-icon: ✥	[1435, 902, 1446, 914]
article-column	[39, 309, 223, 745]
logo-text-hindi: भारतीय रेल	[1293, 376, 1342, 389]
list-item-text: बैंगन: ₹1700.00 | ₹30.00	[1451, 844, 1584, 857]
paragraph: हर वर्ष सीमित सीटों के लिए देश भर के मेडिकल कॉलेजों से हजारों आवेदन आते हैं, जिनमें से चयन उच्च स्तरीय समीक्षा प्रक्रिया के आधार पर होता है। एआईआईएमएस गोरखपुर के छात्रों का लगातार इस योजना में चयन होना संस्थान की शिक्षण और अनुसंधान गुणवत्ता का प्रमाण है।	[1030, 1828, 1214, 1978]
paragraph: बरामदगी के आधार पर मामले में धारा 317(2) बीएनएस की बढ़ोत्तरी की गई है। आरोपी से पूछताछ जारी है और अग्रिम विधिक कार्यवाही की जा रही है। पुलिस जल्द ही आरोपी को न्यायालय में पेश करेगी।	[241, 1814, 421, 1924]
list-item-text: 6ई 6302/6303 आईजीओ ए321 बेंगलुरु 16:20 बेंगलुरु 16:55	[1451, 377, 1606, 407]
sunset-time: सूर्यास्त: 6:53 pm	[1175, 71, 1252, 83]
bullet-icon: ✥	[1435, 709, 1446, 721]
bullet-icon: ✥	[1435, 414, 1446, 425]
dropcap: था	[39, 344, 89, 409]
bullet-icon: ✥	[1435, 1340, 1446, 1351]
paragraph: इस उपलब्धि पर मेजर जनरल (डॉ.) विभा दत्ता, कार्यकारी निदेशक, एआईआईएमएस गोरखपुर ने छात्रों व उनके गाइड्स को हार्दिक बधाई देते हुए कहा, "यह हमारे संस्थान के लिए अत्यंत गर्व का क्षण है। STS-2025 में चयन दर्शाता है कि एआईआईएमएस गोरखपुर न केवल उत्कृष्ट	[1030, 1986, 1214, 2135]
headline: एआईआईएमएस गोरखपुर के चार छात्रों का STS-2025 में चयन	[1033, 1086, 1413, 1214]
